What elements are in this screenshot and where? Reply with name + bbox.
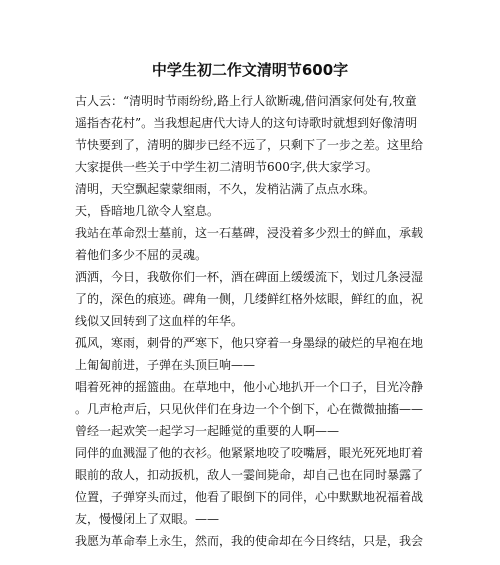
text-line: 清明，天空飘起蒙蒙细雨，不久，发梢沾满了点点水珠。: [75, 182, 376, 196]
text-line: 着他们多少不屈的灵魂。: [75, 248, 208, 262]
text-line: 眼前的敌人，扣动扳机，敌人一霎间毙命，却自己也在同时暴露了: [75, 468, 424, 482]
text-line: 我愿为革命奉上永生，然而，我的使命却在今日终结，只是，我会: [75, 534, 424, 548]
text-line: 遥指杏花村”。当我想起唐代大诗人的这句诗歌时就想到好像清明: [75, 116, 418, 130]
text-line: 同伴的血溅湿了他的衣衫。他紧紧地咬了咬嘴唇，眼光死死地盯着: [75, 446, 424, 460]
text-line: 我站在革命烈士墓前，这一石墓碑，浸没着多少烈士的鲜血，承载: [75, 226, 424, 240]
text-line: 唱着死神的摇篮曲。在草地中，他小心地扒开一个口子，目光冷静: [75, 380, 424, 394]
text-line: 位置，子弹穿头而过，他看了眼倒下的同伴，心中默默地祝福着战: [75, 490, 424, 504]
text-line: 孤风，寒雨，刺骨的严寒下，他只穿着一身墨绿的破烂的早袍在地: [75, 336, 424, 350]
document-body: [75, 90, 430, 552]
text-line: 节快要到了，清明的脚步已经不远了，只剩下了一步之差。这里给: [75, 138, 424, 152]
text-line: 古人云：“清明时节雨纷纷,路上行人欲断魂,借问酒家何处有,牧童: [75, 94, 417, 108]
text-line: 大家提供一些关于中学生初二清明节600字,供大家学习。: [75, 160, 378, 174]
text-line: 洒洒，今日，我敬你们一杯，酒在碑面上缓缓流下，划过几条浸湿: [75, 270, 424, 284]
text-line: 了的，深色的痕迹。碑角一侧，几缕鲜红格外炫眼，鲜红的血，祝: [75, 292, 424, 306]
text-line: 上匍匐前进，子弹在头顶巨响——: [75, 358, 256, 372]
text-line: 曾经一起欢笑一起学习一起睡觉的重要的人啊——: [75, 424, 340, 438]
text-line: 天，昏暗地几欲令人窒息。: [75, 204, 220, 218]
text-line: 线似又回转到了这血样的年华。: [75, 314, 244, 328]
text-line: 友，慢慢闭上了双眼。——: [75, 512, 220, 526]
document-title: 中学生初二作文清明节600字: [151, 61, 349, 79]
text-line: 。几声枪声后，只见伙伴们在身边一个个倒下，心在微微抽搐——: [75, 402, 424, 416]
